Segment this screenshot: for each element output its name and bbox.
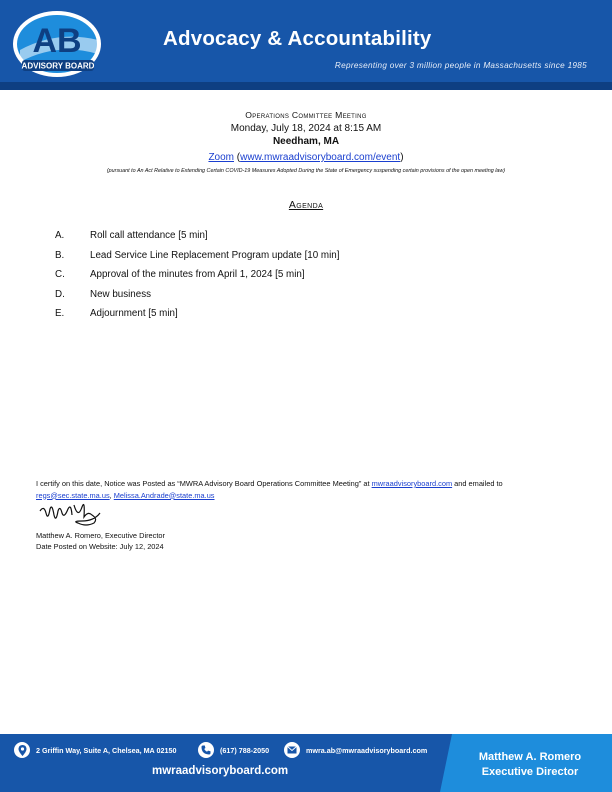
advisory-board-logo bbox=[12, 10, 106, 78]
footer-address bbox=[14, 742, 176, 758]
cert-text-before: I certify on this date, Notice was Posted as “MWRA Advisory Board Operations Committee Meeting” at bbox=[36, 479, 372, 488]
agenda-item-letter: B. bbox=[55, 249, 65, 261]
page-footer bbox=[0, 734, 612, 792]
zoom-line bbox=[0, 152, 612, 163]
page-header bbox=[0, 0, 612, 90]
svg-text:ADVISORY BOARD: ADVISORY BOARD bbox=[21, 61, 95, 71]
agenda-item bbox=[55, 250, 339, 270]
signer-block bbox=[36, 531, 165, 552]
andrade-email-link[interactable]: Melissa.Andrade@state.ma.us bbox=[113, 490, 215, 500]
legal-note: (pursuant to An Act Relative to Extending Certain COVID-19 Measures Adopted During the State of Emergency suspending certain provisions of the open meeting law) bbox=[106, 168, 506, 174]
footer-website: mwraadvisoryboard.com bbox=[152, 765, 289, 777]
footer-director bbox=[448, 750, 612, 780]
regs-email-link[interactable]: regs@sec.state.ma.us bbox=[36, 490, 110, 500]
footer-address-text: 2 Griffin Way, Suite A, Chelsea, MA 02150 bbox=[36, 745, 177, 755]
footer-director-name: Matthew A. Romero bbox=[478, 751, 582, 763]
phone-icon bbox=[198, 742, 214, 758]
organization-slogan: Advocacy & Accountability bbox=[163, 27, 432, 50]
header-stripe bbox=[0, 82, 612, 90]
envelope-icon bbox=[284, 742, 300, 758]
cert-separator: , bbox=[109, 490, 114, 500]
signature-image bbox=[38, 501, 102, 529]
zoom-close-paren: ) bbox=[400, 152, 404, 163]
agenda-heading: Agenda bbox=[288, 199, 324, 211]
footer-phone-text: (617) 788-2050 bbox=[220, 745, 270, 755]
meeting-location: Needham, MA bbox=[272, 136, 340, 147]
agenda-item-letter: C. bbox=[55, 269, 65, 280]
agenda-list bbox=[55, 230, 339, 328]
zoom-link[interactable]: Zoom bbox=[208, 152, 235, 163]
organization-tagline: Representing over 3 million people in Massachusetts since 1985 bbox=[334, 61, 587, 70]
agenda-item-text: Roll call attendance [5 min] bbox=[90, 230, 208, 241]
agenda-item-text: Approval of the minutes from April 1, 2024 [5 min] bbox=[90, 269, 305, 280]
agenda-item-text: New business bbox=[90, 288, 151, 300]
footer-director-title: Executive Director bbox=[481, 766, 579, 778]
agenda-item-text: Adjournment [5 min] bbox=[90, 308, 178, 319]
agenda-item-text: Lead Service Line Replacement Program update [10 min] bbox=[90, 249, 340, 261]
meeting-datetime: Monday, July 18, 2024 at 8:15 AM bbox=[230, 123, 382, 134]
cert-text-middle: and emailed to bbox=[452, 479, 503, 488]
agenda-item-letter: A. bbox=[55, 230, 65, 241]
zoom-open-paren: ( bbox=[234, 152, 241, 163]
certification-statement bbox=[36, 478, 581, 501]
site-link[interactable]: mwraadvisoryboard.com bbox=[371, 479, 453, 488]
svg-text:AB: AB bbox=[32, 22, 82, 60]
agenda-item bbox=[55, 269, 339, 289]
location-pin-icon bbox=[14, 742, 30, 758]
date-posted: Date Posted on Website: July 12, 2024 bbox=[36, 541, 164, 551]
agenda-item-letter: E. bbox=[55, 308, 65, 319]
footer-email bbox=[284, 742, 427, 758]
agenda-item bbox=[55, 308, 339, 328]
agenda-item-letter: D. bbox=[55, 288, 65, 300]
footer-email-text: mwra.ab@mwraadvisoryboard.com bbox=[306, 745, 428, 755]
meeting-title: Operations Committee Meeting bbox=[245, 110, 367, 120]
agenda-item bbox=[55, 289, 339, 309]
signer-name: Matthew A. Romero, Executive Director bbox=[36, 531, 165, 540]
footer-phone bbox=[198, 742, 269, 758]
agenda-item bbox=[55, 230, 339, 250]
event-url-link[interactable]: www.mwraadvisoryboard.com/event bbox=[240, 152, 401, 163]
